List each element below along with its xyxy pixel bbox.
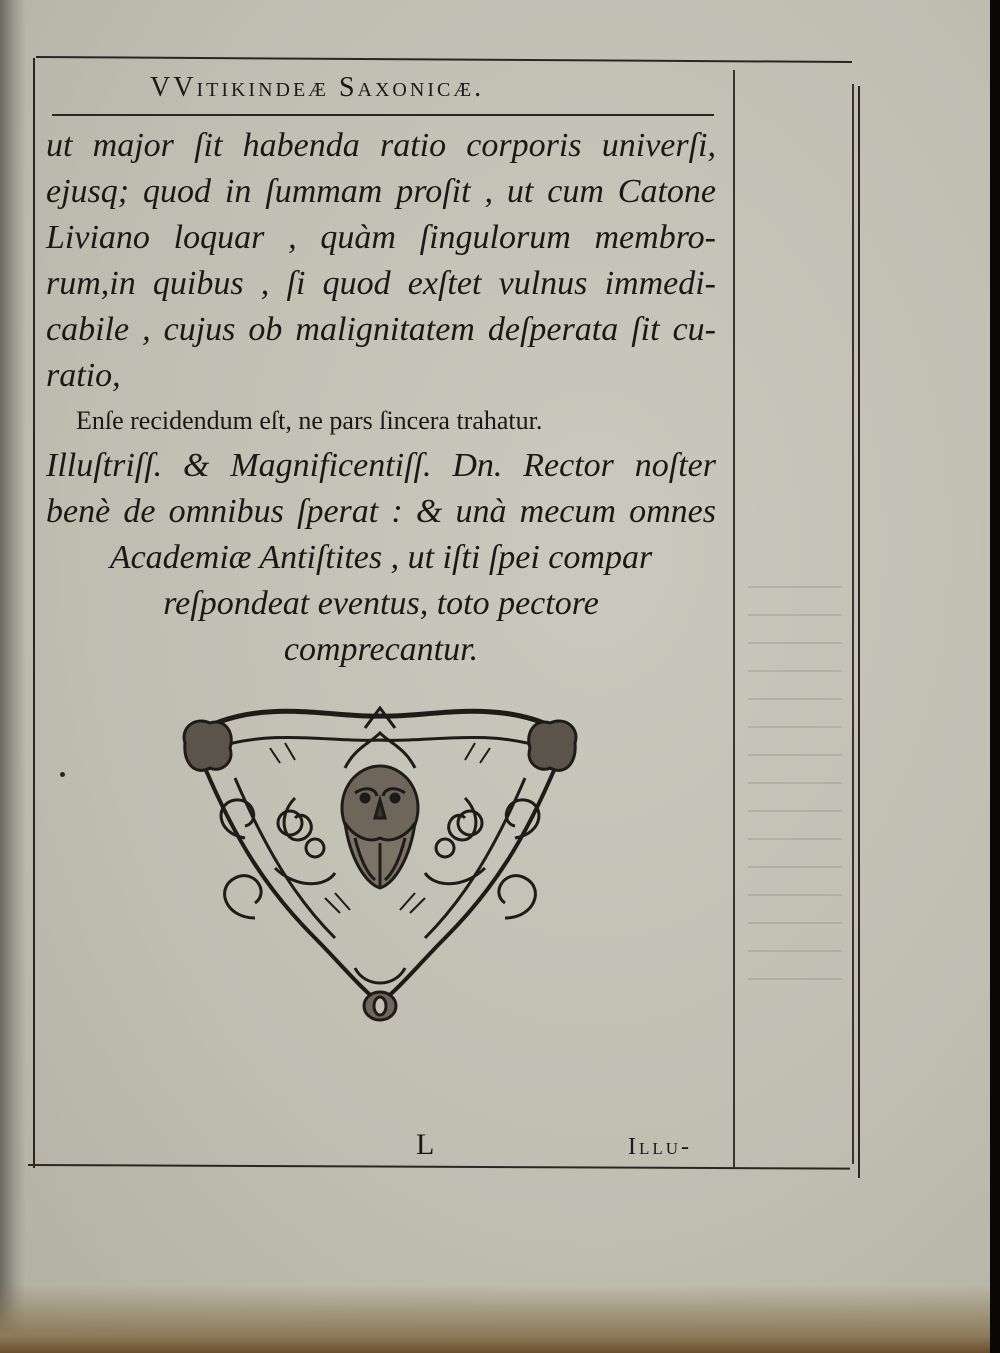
page-bottom-edge: [0, 1285, 990, 1353]
ink-speck: [60, 772, 65, 777]
signature-mark: L: [416, 1128, 435, 1161]
text-line: comprecantur.: [283, 631, 479, 668]
text-line: benè de omnibus ſperat : & unà mecum omnes: [46, 493, 716, 530]
frame-rule-right: [858, 86, 860, 1178]
text-line: Academiæ Antiſtites , ut iſti ſpei compar: [109, 539, 653, 576]
scan-background: [990, 0, 1000, 1353]
text-line: rum,in quibus , ſi quod exſtet vulnus immedi-: [46, 265, 716, 302]
margin-column-rule-left: [733, 70, 735, 1168]
text-line: cabile , cujus ob malignitatem deſperata ſit cu-: [46, 311, 716, 348]
text-line: ratio,: [46, 357, 121, 394]
text-line: Illuſtriſſ. & Magnificentiſſ. Dn. Rector noſter: [46, 447, 716, 484]
gutter-shadow: [0, 0, 26, 1353]
text-line: reſpondeat eventus, toto pectore: [163, 585, 599, 622]
text-line: ut major ſit habenda ratio corporis univerſi,: [46, 127, 716, 164]
show-through-text: [740, 560, 850, 1100]
grotesque-mask-cartouche-ornament-icon: [175, 688, 585, 1028]
frame-rule-left: [33, 58, 35, 1168]
text-line: ejusq; quod in ſummam proſit , ut cum Catone: [46, 173, 716, 210]
running-title: VVitikindeæ Saxonicæ.: [150, 72, 485, 103]
frame-rule-bottom: [28, 1164, 850, 1170]
margin-column-rule-right: [852, 84, 854, 1164]
frame-rule-top: [36, 56, 852, 63]
verse-quotation: Enſe recidendum eſt, ne pars ſincera trahatur.: [76, 406, 543, 435]
catchword: Illu-: [628, 1134, 693, 1160]
text-line: Liviano loquar , quàm ſingulorum membro-: [46, 219, 716, 256]
text-block: [46, 123, 716, 673]
header-rule: [52, 114, 714, 116]
